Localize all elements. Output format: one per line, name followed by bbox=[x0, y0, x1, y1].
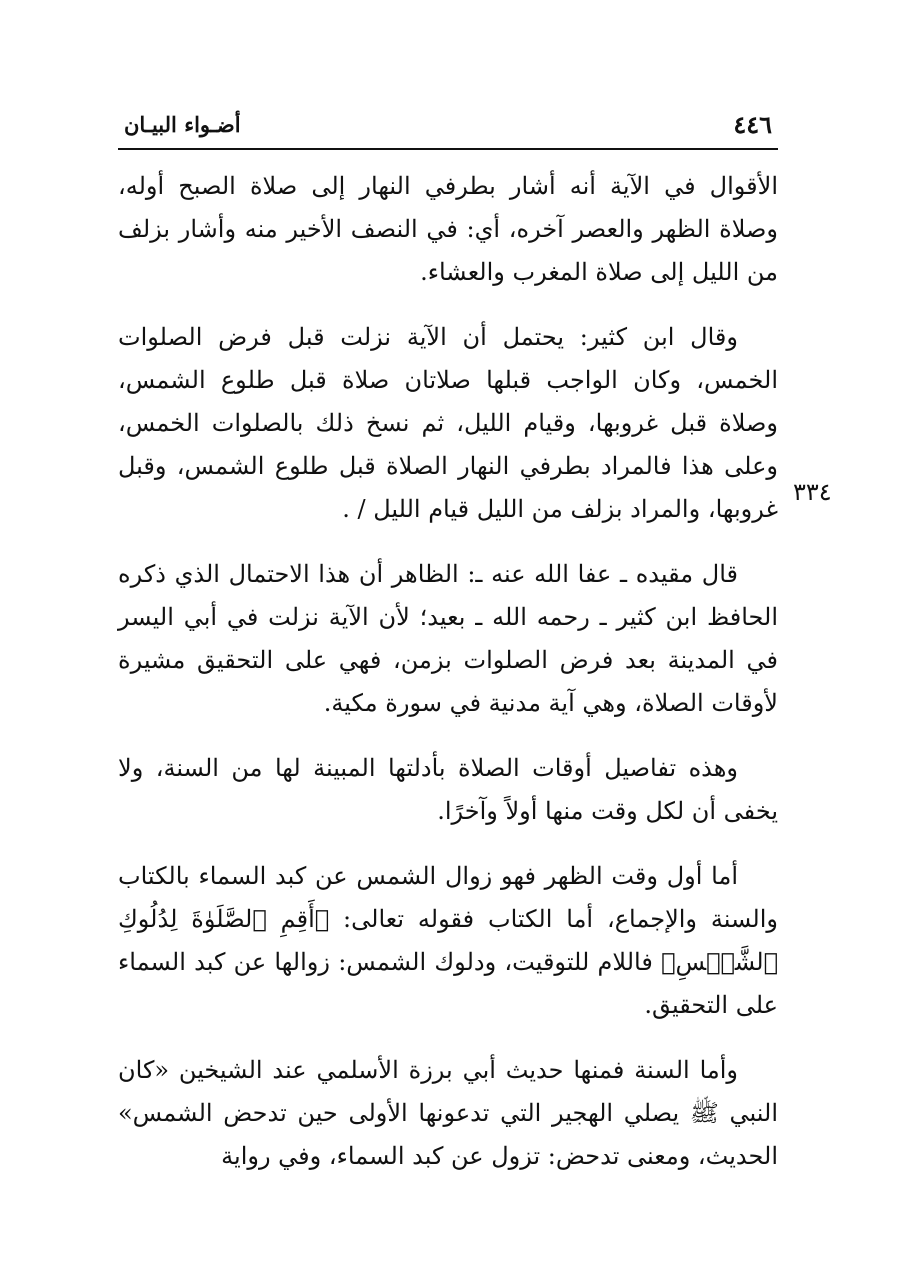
paragraph: الأقوال في الآية أنه أشار بطرفي النهار إلى صلاة الصبح أوله، وصلاة الظهر والعصر آخره، أي: في النصف الأخير منه وأشار بزلف من الليل إلى صلاة المغرب والعشاء. bbox=[118, 172, 778, 286]
page-body bbox=[118, 165, 778, 1200]
margin-page-reference: ٣٣٤ bbox=[793, 478, 832, 506]
paragraph: وهذه تفاصيل أوقات الصلاة بأدلتها المبينة لها من السنة، ولا يخفى أن لكل وقت منها أولاً وآخرًا. bbox=[118, 754, 778, 825]
paragraph: وقال ابن كثير: يحتمل أن الآية نزلت قبل فرض الصلوات الخمس، وكان الواجب قبلها صلاتان صلاة قبل طلوع الشمس، وصلاة قبل غروبها، وقيام الليل، ثم نسخ ذلك بالصلوات الخمس، وعلى هذا فالمراد بطرفي النهار الصلاة قبل طلوع الشمس، وقبل غروبها، والمراد بزلف من الليل قيام الليل / . bbox=[118, 323, 778, 523]
paragraph: قال مقيده ـ عفا الله عنه ـ: الظاهر أن هذا الاحتمال الذي ذكره الحافظ ابن كثير ـ رحمه الله ـ بعيد؛ لأن الآية نزلت في أبي اليسر في المدينة بعد فرض الصلوات بزمن، فهي على التحقيق مشيرة لأوقات الصلاة، وهي آية مدنية في سورة مكية. bbox=[118, 560, 779, 717]
page-number: ٤٤٦ bbox=[733, 110, 772, 139]
page-header bbox=[118, 108, 778, 148]
book-title: أضـواء البيـان bbox=[124, 112, 241, 137]
header-divider bbox=[118, 148, 778, 150]
paragraph: وأما السنة فمنها حديث أبي برزة الأسلمي عند الشيخين «كان النبي ﷺ يصلي الهجير التي تدعونها الأولى حين تدحض الشمس» الحديث، ومعنى تدحض: تزول عن كبد السماء، وفي رواية bbox=[118, 1056, 778, 1170]
paragraph: أما أول وقت الظهر فهو زوال الشمس عن كبد السماء بالكتاب والسنة والإجماع، أما الكتاب فقوله تعالى: ﴿أَقِمِ ٱلصَّلَوٰةَ لِدُلُوكِ ٱلشَّمۡسِ﴾ فاللام للتوقيت، ودلوك الشمس: زوالها عن كبد السماء على التحقيق. bbox=[118, 862, 778, 1019]
